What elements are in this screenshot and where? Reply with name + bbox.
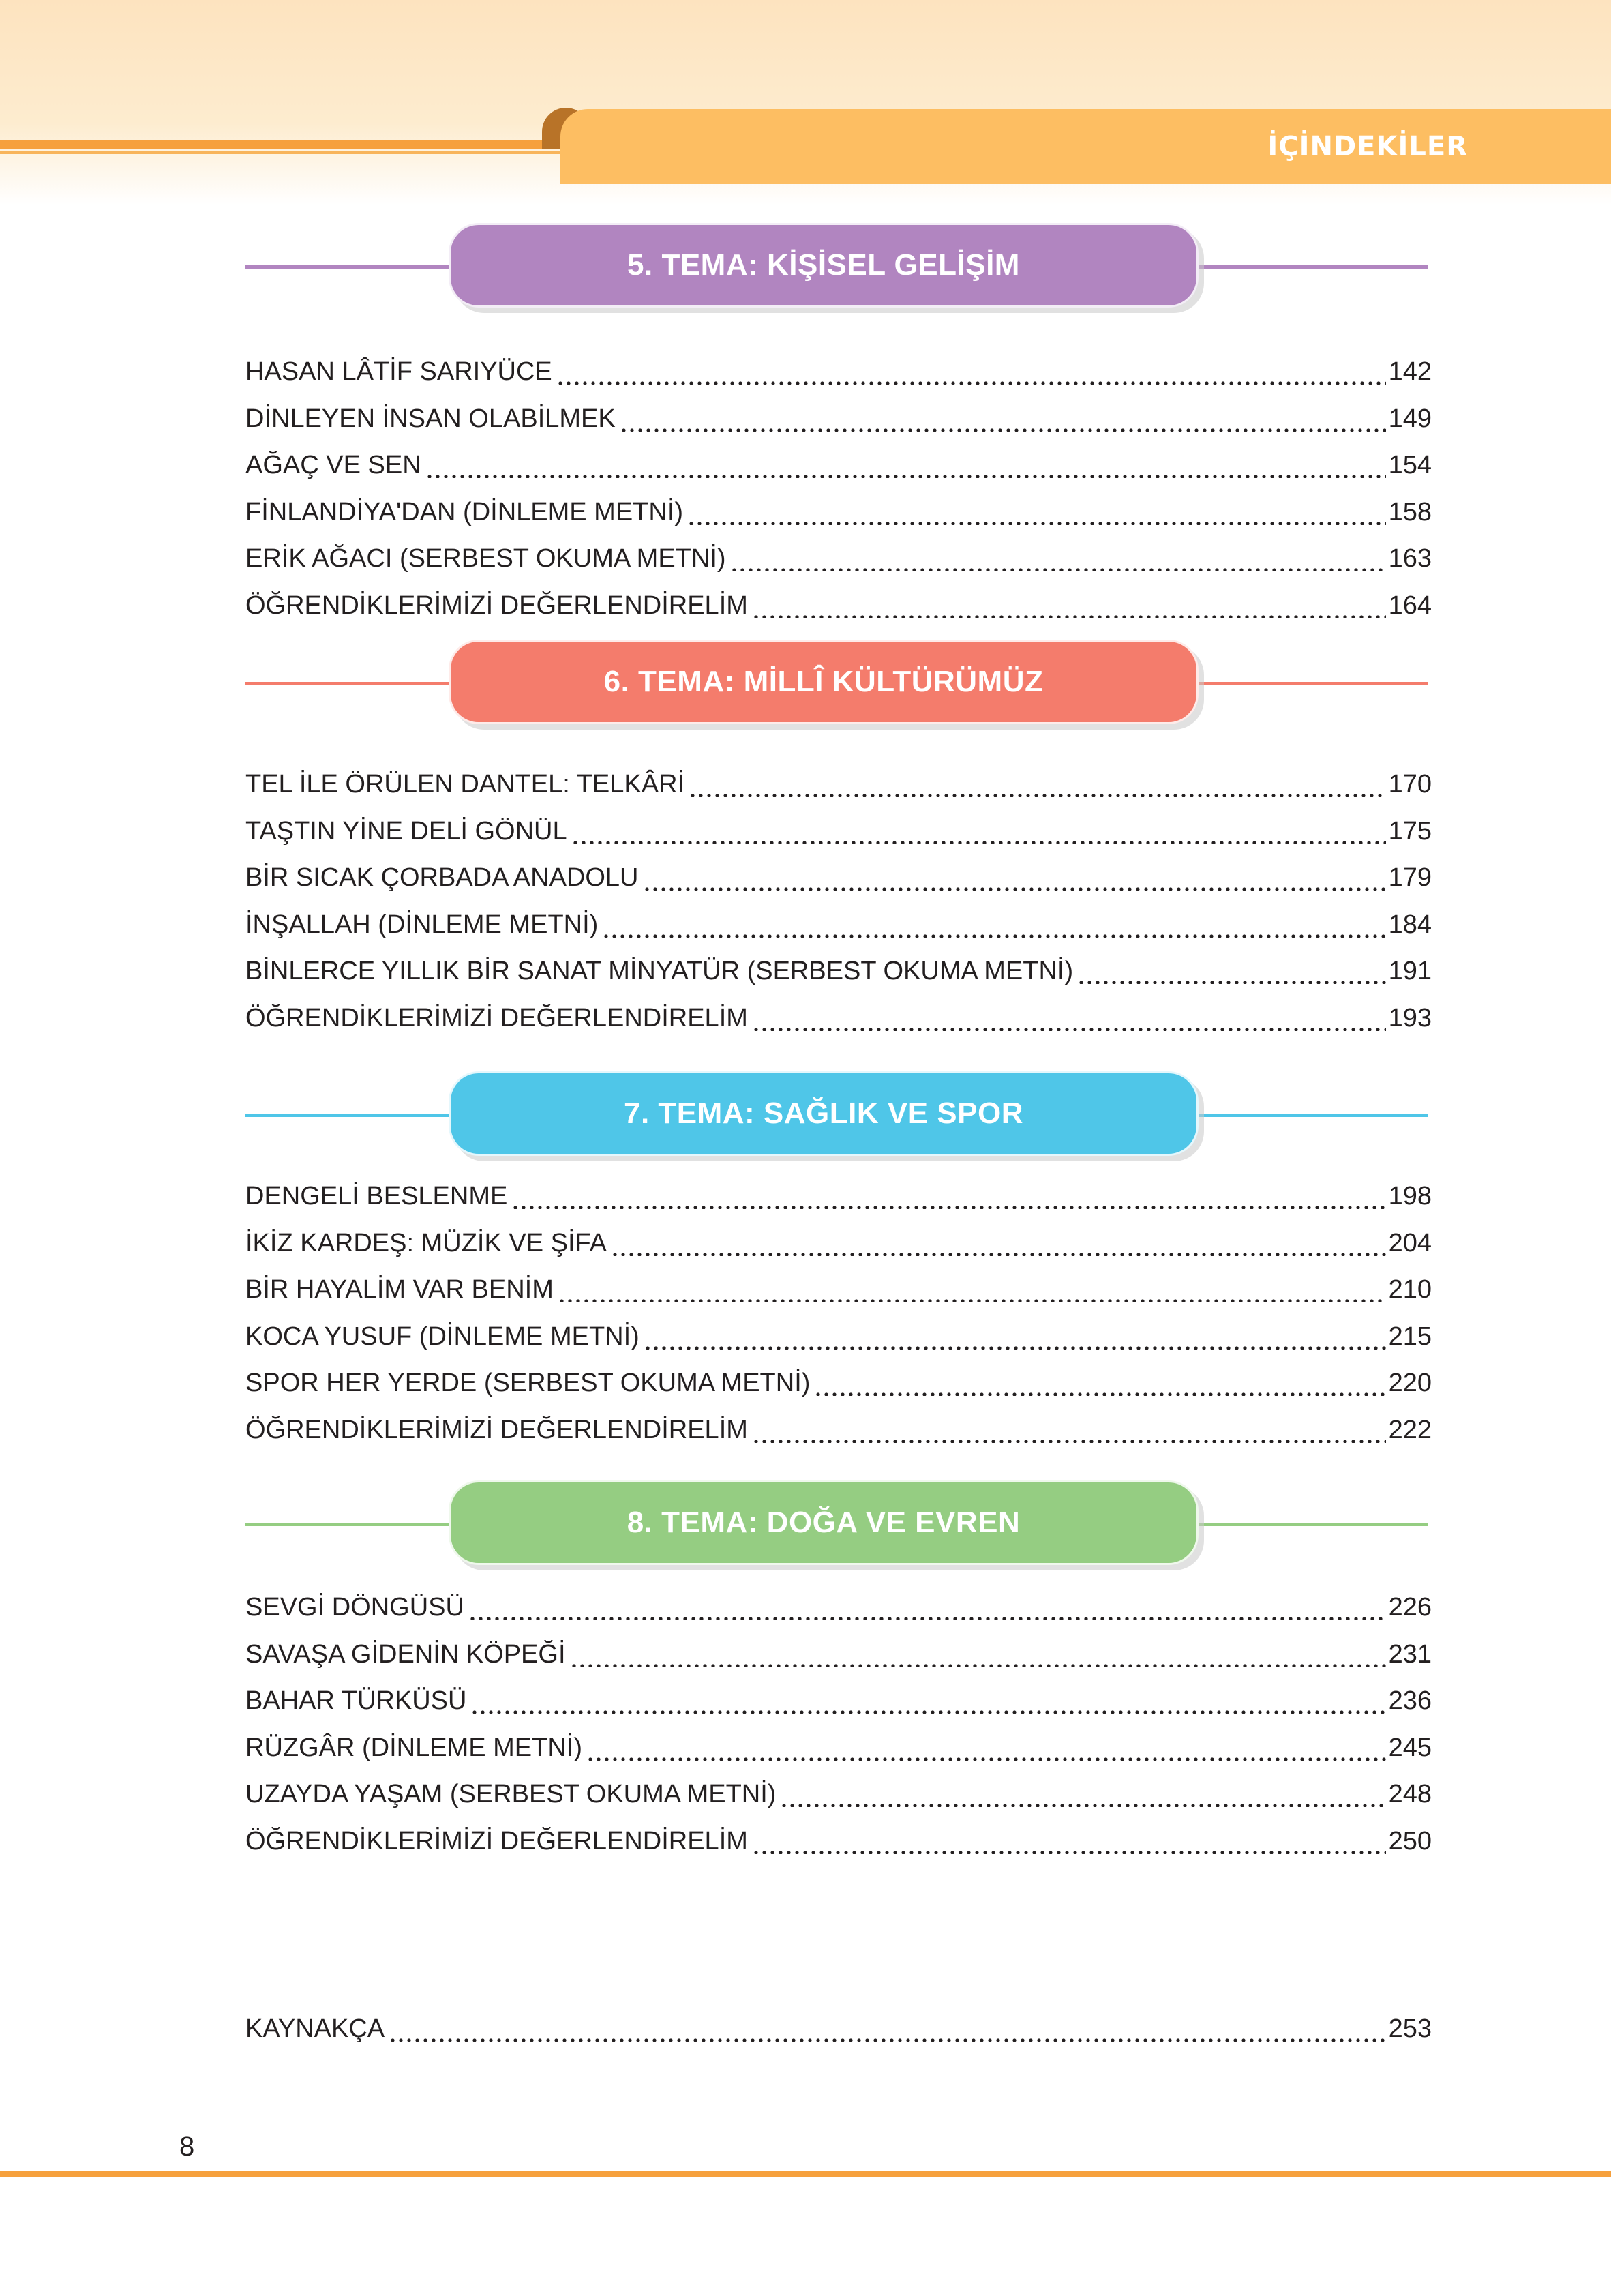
dot-leader <box>511 1183 1385 1209</box>
page-title: İÇİNDEKİLER <box>1267 131 1468 162</box>
theme-pill <box>449 1480 1199 1565</box>
dot-leader <box>586 1735 1386 1761</box>
toc-entry-page: 236 <box>1388 1686 1432 1716</box>
toc-entry-title: DİNLEYEN İNSAN OLABİLMEK <box>245 404 616 433</box>
theme-title: 8. TEMA: DOĞA VE EVREN <box>627 1506 1021 1539</box>
toc-entry-title: ÖĞRENDİKLERİMİZİ DEĞERLENDİRELİM <box>245 1826 748 1855</box>
dot-leader <box>752 593 1386 618</box>
toc-entry-page: 250 <box>1388 1826 1432 1855</box>
toc-entry-title: AĞAÇ VE SEN <box>245 451 421 480</box>
toc-entry-title: ÖĞRENDİKLERİMİZİ DEĞERLENDİRELİM <box>245 1003 748 1032</box>
theme-header-7 <box>0 1071 1611 1160</box>
header-stripe <box>0 140 566 149</box>
dot-leader <box>470 1688 1385 1714</box>
toc-entry-title: ERİK AĞACI (SERBEST OKUMA METNİ) <box>245 544 726 573</box>
toc-entry-page: 154 <box>1388 451 1432 480</box>
toc-entry[interactable] <box>245 535 1432 582</box>
toc-entry-page: 179 <box>1388 863 1432 893</box>
toc-entry-page: 163 <box>1388 544 1432 573</box>
toc-entry-title: FİNLANDİYA'DAN (DİNLEME METNİ) <box>245 497 684 526</box>
theme-title: 6. TEMA: MİLLÎ KÜLTÜRÜMÜZ <box>603 665 1044 698</box>
header-stripe-thin <box>0 151 566 154</box>
toc-entry-title: BİNLERCE YILLIK BİR SANAT MİNYATÜR (SERBEST OKUMA METNİ) <box>245 957 1074 986</box>
toc-entry-title: UZAYDA YAŞAM (SERBEST OKUMA METNİ) <box>245 1780 777 1809</box>
toc-entry[interactable] <box>245 1678 1432 1725</box>
theme-header-6 <box>0 640 1611 728</box>
toc-entry[interactable] <box>245 761 1432 808</box>
dot-leader <box>556 359 1386 385</box>
dot-leader <box>571 818 1386 844</box>
toc-entry-page: 210 <box>1388 1275 1432 1304</box>
dot-leader <box>752 1828 1386 1854</box>
footer-stripe <box>0 2171 1611 2177</box>
toc-entry[interactable] <box>245 901 1432 949</box>
dot-leader <box>620 406 1386 432</box>
toc-entry-title: SAVAŞA GİDENİN KÖPEĞİ <box>245 1639 566 1669</box>
toc-entry-title: TAŞTIN YİNE DELİ GÖNÜL <box>245 816 567 846</box>
toc-entry[interactable] <box>245 1220 1432 1267</box>
toc-entry-page: 226 <box>1388 1593 1432 1622</box>
toc-entry[interactable] <box>245 1313 1432 1360</box>
toc-entry-page: 215 <box>1388 1322 1432 1351</box>
dot-leader <box>730 546 1386 571</box>
toc-entry-page: 158 <box>1388 497 1432 526</box>
toc-entry-title: TEL İLE ÖRÜLEN DANTEL: TELKÂRİ <box>245 770 685 799</box>
toc-entry[interactable] <box>245 489 1432 536</box>
dot-leader <box>752 1417 1386 1443</box>
toc-entry-title: SEVGİ DÖNGÜSÜ <box>245 1593 464 1622</box>
toc-entry-page: 220 <box>1388 1369 1432 1398</box>
toc-entry-page: 191 <box>1388 957 1432 986</box>
toc-entry-page: 248 <box>1388 1780 1432 1809</box>
toc-entry-page: 170 <box>1388 770 1432 799</box>
toc-bibliography <box>245 2006 1432 2053</box>
theme-title: 5. TEMA: KİŞİSEL GELİŞİM <box>627 248 1020 282</box>
toc-entry-page: 164 <box>1388 591 1432 620</box>
toc-entry[interactable] <box>245 854 1432 901</box>
toc-entry-title: SPOR HER YERDE (SERBEST OKUMA METNİ) <box>245 1369 811 1398</box>
toc-entry-title: KOCA YUSUF (DİNLEME METNİ) <box>245 1322 639 1351</box>
dot-leader <box>814 1370 1385 1396</box>
dot-leader <box>689 771 1386 797</box>
toc-entry-page: 142 <box>1388 357 1432 387</box>
toc-entry[interactable] <box>245 348 1432 396</box>
toc-entry[interactable] <box>245 1173 1432 1220</box>
dot-leader <box>752 1005 1386 1031</box>
toc-entry-title: BAHAR TÜRKÜSÜ <box>245 1686 467 1716</box>
toc-entry[interactable] <box>245 442 1432 489</box>
page-number: 8 <box>179 2132 195 2162</box>
toc-section-5 <box>245 348 1432 629</box>
toc-entry-page: 149 <box>1388 404 1432 433</box>
toc-entry[interactable] <box>245 1584 1432 1631</box>
toc-entry-page: 231 <box>1388 1639 1432 1669</box>
dot-leader <box>687 499 1386 525</box>
dot-leader <box>780 1781 1385 1807</box>
toc-entry[interactable] <box>245 1631 1432 1678</box>
toc-entry-page: 253 <box>1388 2014 1432 2044</box>
toc-entry-page: 222 <box>1388 1415 1432 1444</box>
dot-leader <box>425 452 1386 478</box>
toc-entry[interactable] <box>245 396 1432 443</box>
toc-entry-page: 204 <box>1388 1228 1432 1257</box>
toc-entry[interactable] <box>245 995 1432 1042</box>
toc-section-8 <box>245 1584 1432 1864</box>
toc-section-6 <box>245 761 1432 1041</box>
dot-leader <box>558 1277 1386 1302</box>
dot-leader <box>643 865 1386 891</box>
toc-entry-title: ÖĞRENDİKLERİMİZİ DEĞERLENDİRELİM <box>245 591 748 620</box>
toc-entry[interactable] <box>245 1725 1432 1772</box>
toc-entry-page: 193 <box>1388 1003 1432 1032</box>
toc-entry-title: HASAN LÂTİF SARIYÜCE <box>245 357 552 387</box>
dot-leader <box>570 1641 1386 1667</box>
dot-leader <box>468 1594 1386 1620</box>
toc-section-7 <box>245 1173 1432 1453</box>
toc-entry-title: İKİZ KARDEŞ: MÜZİK VE ŞİFA <box>245 1228 607 1257</box>
toc-entry[interactable] <box>245 948 1432 995</box>
toc-entry-page: 175 <box>1388 816 1432 846</box>
toc-entry-page: 245 <box>1388 1733 1432 1762</box>
toc-entry[interactable] <box>245 1818 1432 1865</box>
toc-entry-page: 198 <box>1388 1182 1432 1211</box>
toc-entry[interactable] <box>245 2006 1432 2053</box>
theme-pill <box>449 223 1199 308</box>
dot-leader <box>644 1324 1386 1350</box>
dot-leader <box>611 1230 1386 1256</box>
toc-entry-title: RÜZGÂR (DİNLEME METNİ) <box>245 1733 582 1762</box>
theme-header-8 <box>0 1480 1611 1569</box>
toc-entry[interactable] <box>245 1771 1432 1818</box>
toc-entry[interactable] <box>245 1407 1432 1454</box>
theme-pill <box>449 640 1199 724</box>
dot-leader <box>389 2016 1385 2042</box>
toc-entry-page: 184 <box>1388 910 1432 939</box>
toc-entry[interactable] <box>245 582 1432 629</box>
theme-header-5 <box>0 223 1611 312</box>
toc-entry[interactable] <box>245 1266 1432 1313</box>
toc-entry-title: KAYNAKÇA <box>245 2014 385 2044</box>
toc-entry[interactable] <box>245 808 1432 855</box>
toc-entry-title: ÖĞRENDİKLERİMİZİ DEĞERLENDİRELİM <box>245 1415 748 1444</box>
toc-entry-title: BİR SICAK ÇORBADA ANADOLU <box>245 863 639 893</box>
toc-entry-title: DENGELİ BESLENME <box>245 1182 508 1211</box>
toc-entry-title: İNŞALLAH (DİNLEME METNİ) <box>245 910 599 939</box>
theme-pill <box>449 1071 1199 1156</box>
dot-leader <box>602 912 1385 938</box>
toc-entry[interactable] <box>245 1360 1432 1407</box>
dot-leader <box>1077 958 1385 984</box>
theme-title: 7. TEMA: SAĞLIK VE SPOR <box>623 1097 1023 1130</box>
toc-entry-title: BİR HAYALİM VAR BENİM <box>245 1275 554 1304</box>
